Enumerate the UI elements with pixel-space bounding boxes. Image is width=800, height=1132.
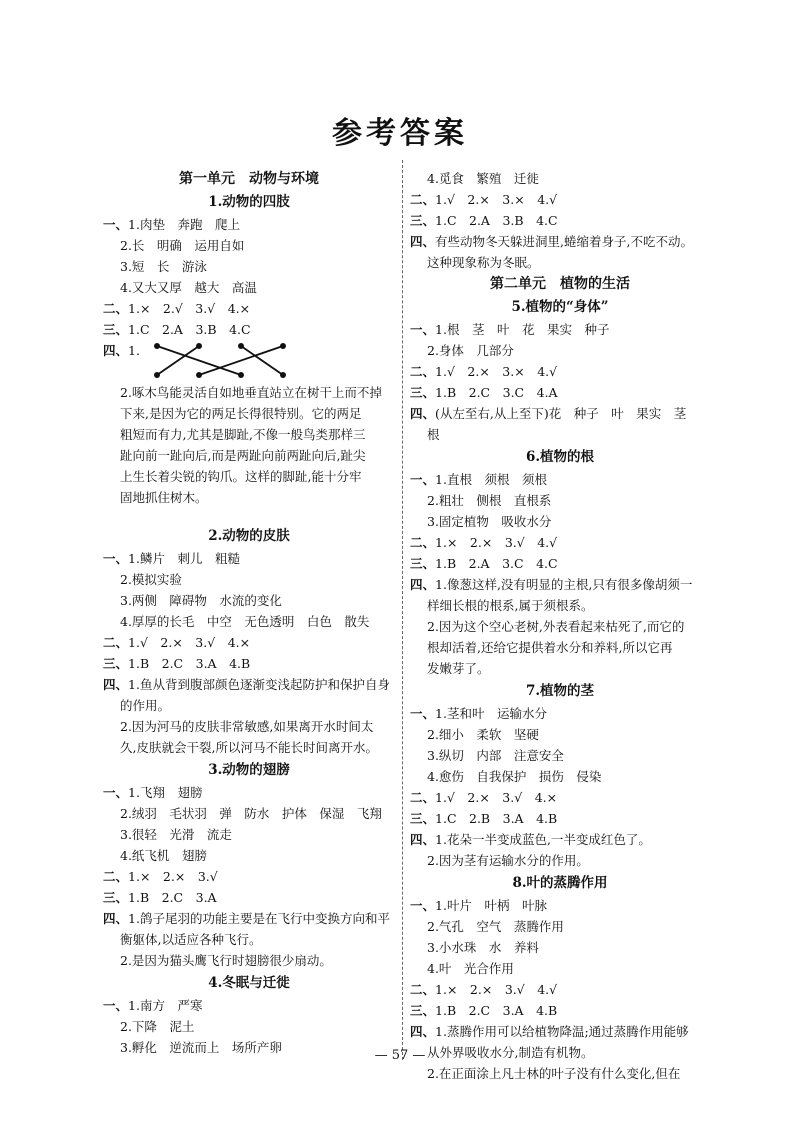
- answer-text: 固地抓住树木。: [120, 490, 208, 505]
- answer-text: 这种现象称为冬眠。: [427, 255, 540, 270]
- answer-text: 发嫩芽了。: [427, 661, 490, 676]
- answer-text: 1.B 2.C 3.A 4.B: [128, 656, 251, 671]
- section-number: 四、: [410, 832, 436, 847]
- answer-line: [410, 979, 710, 1000]
- answer-line: [103, 611, 395, 632]
- answer-line: [103, 716, 395, 737]
- match-line: [157, 346, 199, 375]
- answer-text: 3.固定植物 吸收水分: [427, 514, 552, 529]
- answer-line: [103, 653, 395, 674]
- lesson-title: 4.冬眠与迁徙: [208, 975, 290, 991]
- answer-line: [103, 695, 395, 716]
- answer-text: 4.纸飞机 翅膀: [120, 848, 207, 863]
- answer-text: 1.蒸腾作用可以给植物降温;通过蒸腾作用能够: [435, 1024, 689, 1039]
- lesson-title: 6.植物的根: [525, 449, 595, 465]
- answer-line: [410, 616, 710, 637]
- answer-text: 趾向前一趾向后,而是两趾向前两趾向后,趾尖: [120, 448, 366, 463]
- answer-line: [410, 787, 710, 808]
- section-number: 二、: [410, 364, 436, 379]
- answer-text: 4.觅食 繁殖 迁徙: [427, 171, 539, 186]
- answer-text: 1.鳞片 刺儿 粗糙: [128, 551, 240, 566]
- section-number: 二、: [410, 192, 436, 207]
- answer-line: [410, 958, 710, 979]
- answer-line: [410, 189, 710, 210]
- answer-line: [103, 824, 395, 845]
- answer-line: [410, 766, 710, 787]
- answer-text: 粗短而有力,尤其是脚趾,不像一般鸟类那样三: [120, 427, 366, 442]
- answer-text: 1.× 2.× 3.√: [128, 869, 218, 884]
- answer-text: 1.√ 2.× 3.√ 4.×: [128, 635, 251, 650]
- section-number: 四、: [103, 911, 129, 926]
- answer-text: 1.B 2.C 3.A: [128, 890, 217, 905]
- answer-text: 1.叶片 叶柄 叶脉: [435, 898, 547, 913]
- answer-line: [410, 724, 710, 745]
- answer-text: 1.× 2.√ 3.√ 4.×: [128, 301, 251, 316]
- lesson-title: 7.植物的茎: [525, 683, 595, 699]
- lesson-title: 1.动物的四肢: [208, 194, 290, 210]
- section-number: 四、: [103, 677, 129, 692]
- section-number: 一、: [103, 551, 129, 566]
- answer-line: [410, 210, 710, 231]
- answer-line: [410, 553, 710, 574]
- answer-text: 3.短 长 游泳: [120, 259, 207, 274]
- section-number: 二、: [410, 982, 436, 997]
- section-number: 一、: [410, 472, 436, 487]
- section-number: 三、: [410, 385, 436, 400]
- answer-line: [103, 548, 395, 569]
- answer-line: [410, 168, 710, 189]
- answer-line: [410, 574, 710, 595]
- answer-text: 2.因为茎有运输水分的作用。: [427, 853, 589, 868]
- answer-line: [103, 950, 395, 971]
- answer-text: 的作用。: [120, 698, 171, 713]
- answer-text: 2.粗壮 侧根 直根系: [427, 493, 552, 508]
- answer-line: [103, 424, 395, 445]
- answer-text: 3.很轻 光滑 流走: [120, 827, 232, 842]
- answer-line: [410, 511, 710, 532]
- answer-line: [410, 403, 710, 424]
- answer-line: [103, 214, 395, 235]
- answer-text: 1.鱼从背到腹部颜色逐渐变浅起防护和保护自身: [128, 677, 390, 692]
- answer-text: 1.B 2.A 3.C 4.C: [435, 556, 558, 571]
- left-column: [103, 168, 395, 1058]
- section-number: 二、: [410, 790, 436, 805]
- answer-text: 根却活着,还给它提供着水分和养料,所以它再: [427, 640, 673, 655]
- answer-line: [103, 803, 395, 824]
- answer-line: [410, 850, 710, 871]
- answer-line: [103, 632, 395, 653]
- answer-line: [410, 829, 710, 850]
- answer-line: [103, 845, 395, 866]
- match-line: [241, 346, 283, 375]
- answer-line: [410, 231, 710, 252]
- answer-line: [410, 595, 710, 616]
- answer-line: [103, 908, 395, 929]
- unit-title: 第二单元 植物的生活: [490, 276, 630, 292]
- answer-line: [410, 361, 710, 382]
- answer-line: [103, 382, 395, 403]
- answer-line: [103, 298, 395, 319]
- match-dot: [196, 343, 202, 349]
- answer-line: [103, 782, 395, 803]
- answer-text: 4.厚厚的长毛 中空 无色透明 白色 散失: [120, 614, 370, 629]
- answer-line: [103, 445, 395, 466]
- answer-text: 2.气孔 空气 蒸腾作用: [427, 919, 564, 934]
- answer-text: 1.√ 2.× 3.√ 4.×: [435, 790, 558, 805]
- answer-line: [103, 1016, 395, 1037]
- section-number: 三、: [410, 811, 436, 826]
- match-dot: [280, 372, 286, 378]
- answer-text: 1.× 2.× 3.√ 4.√: [435, 982, 558, 997]
- answer-line: [103, 256, 395, 277]
- answer-text: 3.两侧 障碍物 水流的变化: [120, 593, 282, 608]
- answer-text: 1.像葱这样,没有明显的主根,只有很多像胡须一: [435, 577, 693, 592]
- answer-line: [103, 319, 395, 340]
- section-number: 二、: [410, 535, 436, 550]
- answer-text: 1.× 2.× 3.√ 4.√: [435, 535, 558, 550]
- section-number: 四、: [103, 343, 129, 358]
- answer-text: 4.愈伤 自我保护 损伤 侵染: [427, 769, 602, 784]
- answer-line: [103, 340, 395, 382]
- answer-line: [410, 319, 710, 340]
- answer-text: 下来,是因为它的两足长得很特别。它的两足: [120, 406, 362, 421]
- section-number: 一、: [410, 322, 436, 337]
- answer-line: [103, 929, 395, 950]
- answer-line: [410, 340, 710, 361]
- section-number: 三、: [103, 656, 129, 671]
- answer-text: 2.下降 泥土: [120, 1019, 195, 1034]
- answer-text: 4.又大又厚 越大 高温: [120, 280, 257, 295]
- answer-text: 1.南方 严寒: [128, 998, 203, 1013]
- match-dot: [238, 343, 244, 349]
- section-number: 一、: [410, 706, 436, 721]
- answer-line: [103, 403, 395, 424]
- section-number: 一、: [103, 998, 129, 1013]
- answer-line: [410, 637, 710, 658]
- answer-text: 3.孵化 逆流而上 场所产卵: [120, 1040, 282, 1055]
- answer-line: [410, 916, 710, 937]
- answer-line: [103, 590, 395, 611]
- section-number: 二、: [103, 635, 129, 650]
- match-dot: [196, 372, 202, 378]
- answer-line: [410, 658, 710, 679]
- answer-text: 2.模拟实验: [120, 572, 182, 587]
- matching-lines-diagram: [149, 342, 299, 380]
- answer-text: (从左至右,从上至下)花 种子 叶 果实 茎: [435, 406, 687, 421]
- answer-text: 1.B 2.C 3.A 4.B: [435, 1003, 558, 1018]
- answer-text: 1.C 2.A 3.B 4.C: [128, 322, 251, 337]
- section-number: 四、: [410, 577, 436, 592]
- answer-text: 1.肉垫 奔跑 爬上: [128, 217, 240, 232]
- answer-text: 样细长根的根系,属于须根系。: [427, 598, 594, 613]
- answer-line: [410, 382, 710, 403]
- answer-line: [103, 674, 395, 695]
- match-dot: [154, 343, 160, 349]
- answer-text: 4.叶 光合作用: [427, 961, 514, 976]
- answer-line: [410, 1000, 710, 1021]
- answer-text: 上生长着尖锐的钩爪。这样的脚趾,能十分牢: [120, 469, 362, 484]
- lesson-title: 8.叶的蒸腾作用: [512, 875, 608, 891]
- section-number: 四、: [410, 1024, 436, 1039]
- answer-line: [410, 469, 710, 490]
- answer-text: 1.√ 2.× 3.× 4.√: [435, 364, 558, 379]
- answer-line: [103, 235, 395, 256]
- answer-text: 2.长 明确 运用自如: [120, 238, 245, 253]
- answer-text: 1.鸽子尾羽的功能主要是在飞行中变换方向和平: [128, 911, 390, 926]
- answer-line: [410, 937, 710, 958]
- spacer: [103, 508, 395, 524]
- section-number: 三、: [410, 556, 436, 571]
- answer-text: 2.细小 柔软 坚硬: [427, 727, 539, 742]
- section-number: 四、: [410, 406, 436, 421]
- answer-text: 1.√ 2.× 3.× 4.√: [435, 192, 558, 207]
- answer-line: [410, 895, 710, 916]
- answer-text: 1.茎和叶 运输水分: [435, 706, 547, 721]
- answer-line: [410, 703, 710, 724]
- answer-text: 1.飞翔 翅膀: [128, 785, 203, 800]
- match-dot: [280, 343, 286, 349]
- answer-line: [410, 1063, 710, 1084]
- match-dot: [154, 372, 160, 378]
- column-divider: [402, 160, 403, 1060]
- answer-line: [103, 887, 395, 908]
- answer-text: 有些动物冬天躲进洞里,蜷缩着身子,不吃不动。: [435, 234, 693, 249]
- answer-line: [410, 532, 710, 553]
- answer-text: 2.因为这个空心老树,外表看起来枯死了,而它的: [427, 619, 685, 634]
- match-line: [157, 346, 241, 375]
- answer-text: 2.在正面涂上凡士林的叶子没有什么变化,但在: [427, 1066, 681, 1081]
- section-number: 三、: [103, 322, 129, 337]
- section-number: 四、: [410, 234, 436, 249]
- answer-line: [103, 466, 395, 487]
- answer-text: 2.是因为猫头鹰飞行时翅膀很少扇动。: [120, 953, 332, 968]
- answer-text: 1.C 2.A 3.B 4.C: [435, 213, 558, 228]
- page-number: — 57 —: [374, 1048, 426, 1063]
- answer-line: [103, 737, 395, 758]
- answer-line: [410, 745, 710, 766]
- answer-line: [410, 490, 710, 511]
- answer-line: [103, 487, 395, 508]
- answer-line: [103, 569, 395, 590]
- section-number: 一、: [103, 785, 129, 800]
- unit-title: 第一单元 动物与环境: [179, 171, 319, 187]
- lesson-title: 5.植物的“身体”: [511, 299, 609, 315]
- section-number: 三、: [410, 213, 436, 228]
- answer-line: [103, 866, 395, 887]
- answer-text: 衡躯体,以适应各种飞行。: [120, 932, 262, 947]
- answer-text: 2.因为河马的皮肤非常敏感,如果离开水时间太: [120, 719, 374, 734]
- answer-text: 1.花朵一半变成蓝色,一半变成红色了。: [435, 832, 651, 847]
- answer-text: 2.身体 几部分: [427, 343, 514, 358]
- answer-line: [410, 1021, 710, 1042]
- answer-line: [103, 277, 395, 298]
- answer-text: 1.B 2.C 3.C 4.A: [435, 385, 558, 400]
- section-number: 一、: [103, 217, 129, 232]
- match-dot: [238, 372, 244, 378]
- answer-text: 1.直根 须根 须根: [435, 472, 547, 487]
- lesson-title: 2.动物的皮肤: [208, 528, 290, 544]
- answer-text: 1.根 茎 叶 花 果实 种子: [435, 322, 610, 337]
- answer-text: 2.绒羽 毛状羽 弹 防水 护体 保湿 飞翔: [120, 806, 382, 821]
- page-title: 参考答案: [332, 116, 468, 151]
- answer-text: 1.C 2.B 3.A 4.B: [435, 811, 558, 826]
- section-number: 三、: [410, 1003, 436, 1018]
- answer-text: 从外界吸收水分,制造有机物。: [427, 1045, 594, 1060]
- section-number: 二、: [103, 301, 129, 316]
- answer-text: 3.纵切 内部 注意安全: [427, 748, 564, 763]
- answer-text: 久,皮肤就会干裂,所以河马不能长时间离开水。: [120, 740, 378, 755]
- answer-line: [410, 808, 710, 829]
- answer-text: 根: [427, 427, 440, 442]
- answer-text: 3.小水珠 水 养料: [427, 940, 539, 955]
- section-number: 一、: [410, 898, 436, 913]
- answer-line: [410, 424, 710, 445]
- answer-line: [103, 995, 395, 1016]
- answer-text: 2.啄木鸟能灵活自如地垂直站立在树干上而不掉: [120, 385, 382, 400]
- section-number: 三、: [103, 890, 129, 905]
- answer-text: 1.: [128, 343, 140, 358]
- lesson-title: 3.动物的翅膀: [208, 762, 290, 778]
- match-line: [199, 346, 283, 375]
- right-column: [410, 168, 710, 1084]
- section-number: 二、: [103, 869, 129, 884]
- answer-line: [410, 252, 710, 273]
